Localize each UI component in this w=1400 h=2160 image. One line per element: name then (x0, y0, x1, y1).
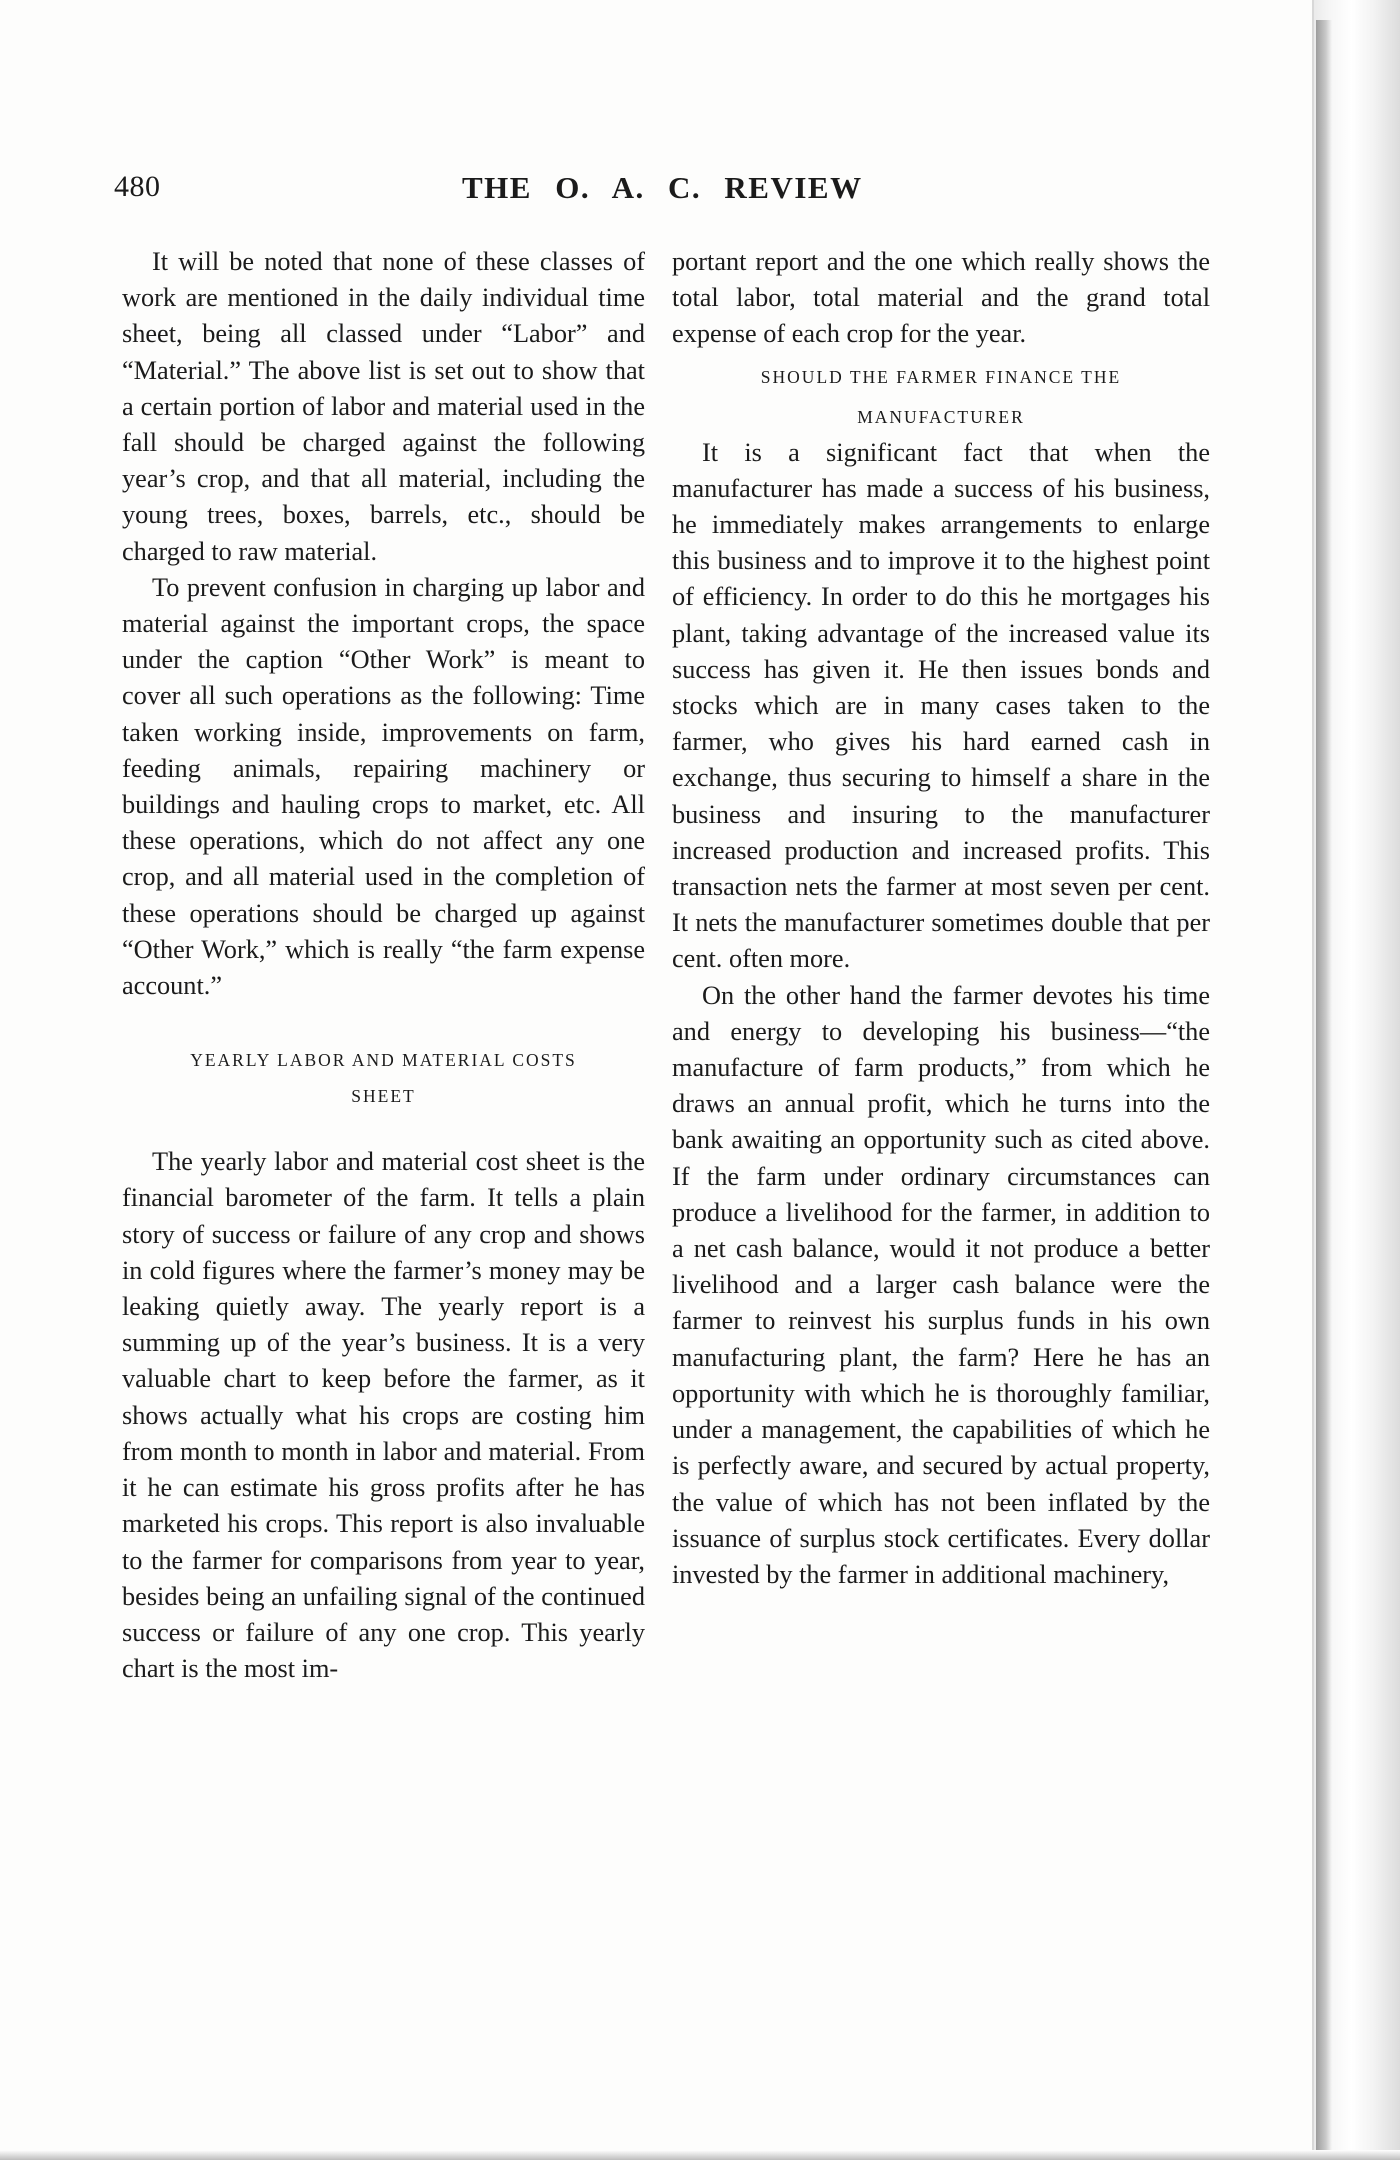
right-paragraph-continued: portant report and the one which really shows the total labor, total material and the grand total expense of each crop for the year. (672, 247, 1210, 349)
running-title: THE O. A. C. REVIEW (462, 170, 863, 205)
left-paragraph-1: It will be noted that none of these classes of work are mentioned in the daily individual time sheet, being all classed under “Labor” and “Material.” The above list is set out to show that a certain portion of labor and material used in the fall should be charged against the following year’s crop, and that all material, including the young trees, boxes, barrels, etc., should be charged to raw material. (122, 247, 645, 566)
right-paragraph-2: It is a significant fact that when the manufacturer has made a success of his business, he immediately makes arrangements to enlarge this business and to improve it to the highest point of efficiency. In order to do this he mortgages his plant, taking advantage of the increased value its success has given it. He then issues bonds and stocks which are in many cases taken to the farmer, who gives his hard earned cash in exchange, thus securing to himself a share in the business and insuring to the manufacturer increased production and increased profits. This transaction nets the farmer at most seven per cent. It nets the manufacturer sometimes double that per cent. often more. (672, 437, 1210, 974)
left-paragraph-2: To prevent confusion in charging up labor and material against the important crops, the space under the caption “Other Work” is meant to cover all such operations as the following: Time taken working inside, improvements on farm, feeding animals, repairing machinery or buildings and hauling crops to market, etc. All these operations, which do not affect any one crop, and all material used in the completion of these operations should be charged up against “Other Work,” which is really “the farm expense account.” (122, 572, 645, 1001)
section-heading-finance-line1: SHOULD THE FARMER FINANCE THE (760, 366, 1122, 387)
right-column (672, 244, 1210, 1593)
right-paragraph-3: On the other hand the farmer devotes his time and energy to developing his business—“the manufacture of farm products,” from which he draws an annual profit, which he turns into the bank awaiting an opportunity such as cited above. If the farm under ordinary circumstances can produce a livelihood for the farmer, in addition to a net cash balance, would it not produce a better livelihood and a larger cash balance were the farmer to reinvest his surplus funds in his own manufacturing plant, the farm? Here he has an opportunity with which he is thoroughly familiar, under a management, the capabilities of which he is perfectly aware, and secured by actual property, the value of which has not been inflated by the issuance of surplus stock certificates. Every dollar invested by the farmer in additional machinery, (672, 980, 1210, 1589)
page-bottom-edge (0, 2150, 1400, 2160)
running-header (114, 170, 1189, 216)
page-number: 480 (114, 170, 161, 203)
page-edge-shadow (1316, 20, 1332, 2150)
left-paragraph-3: The yearly labor and material cost sheet is the financial barometer of the farm. It tells a plain story of success or failure of any crop and shows in cold figures where the farmer’s money may be leaking quietly away. The yearly report is a summing up of the year’s business. It is a very valuable chart to keep before the farmer, as it shows actually what his crops are costing him from month to month in labor and material. From it he can estimate his gross profits after he has marketed his crops. This report is also invaluable to the farmer for comparisons from year to year, besides being an unfailing signal of the continued success or failure of any one crop. This yearly chart is the most im- (122, 1147, 645, 1684)
section-heading-yearly-costs-line1: YEARLY LABOR AND MATERIAL COSTS (190, 1050, 577, 1071)
section-heading-yearly-costs-line2: SHEET (351, 1086, 416, 1107)
section-heading-finance-line2: MANUFACTURER (857, 406, 1025, 427)
left-column (122, 244, 645, 1687)
